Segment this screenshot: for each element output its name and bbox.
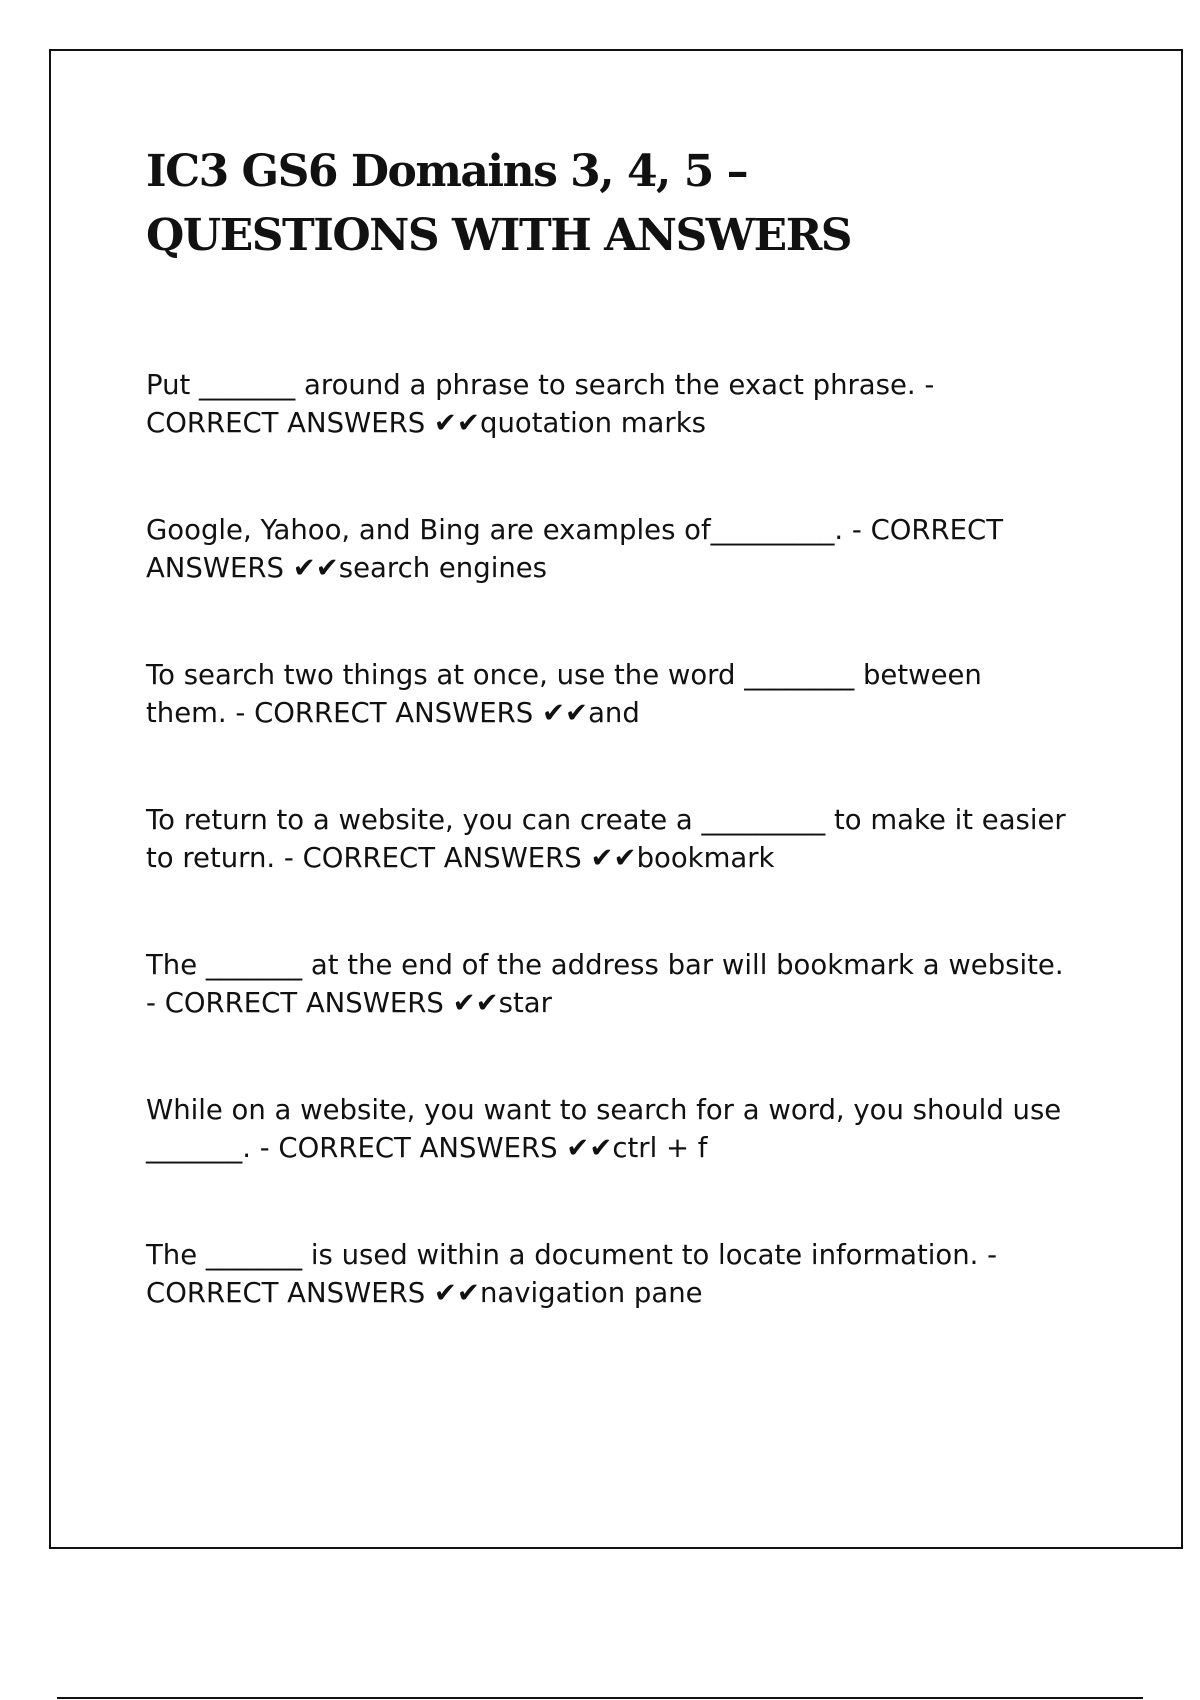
answer-text: navigation pane bbox=[479, 1277, 703, 1309]
answer-label: CORRECT ANSWERS ✔✔ bbox=[146, 407, 480, 439]
answer-label: CORRECT ANSWERS ✔✔ bbox=[164, 987, 499, 1019]
qa-list bbox=[146, 366, 1066, 1381]
answer-text: star bbox=[498, 987, 552, 1019]
answer-label: CORRECT ANSWERS ✔✔ bbox=[278, 1132, 613, 1164]
question-text: The _______ at the end of the address bar will bookmark a website. - bbox=[146, 949, 1064, 1019]
answer-text: and bbox=[588, 697, 640, 729]
qa-item bbox=[146, 1091, 1066, 1167]
qa-item bbox=[146, 366, 1066, 442]
qa-item bbox=[146, 801, 1066, 877]
question-text: To return to a website, you can create a _________ to make it easier to return. - bbox=[146, 804, 1066, 874]
question-text: While on a website, you want to search for a word, you should use _______. - bbox=[146, 1094, 1062, 1164]
qa-item bbox=[146, 946, 1066, 1022]
qa-item bbox=[146, 511, 1066, 587]
question-text: Google, Yahoo, and Bing are examples of_________. - bbox=[146, 514, 862, 546]
qa-item bbox=[146, 1236, 1066, 1312]
answer-text: quotation marks bbox=[479, 407, 706, 439]
bottom-rule bbox=[57, 1697, 1143, 1699]
question-text: Put _______ around a phrase to search the exact phrase. - bbox=[146, 369, 935, 401]
document-title: IC3 GS6 Domains 3, 4, 5 – QUESTIONS WITH ANSWERS bbox=[146, 146, 852, 261]
qa-item bbox=[146, 656, 1066, 732]
answer-label: CORRECT ANSWERS ✔✔ bbox=[146, 1277, 480, 1309]
question-text: To search two things at once, use the word ________ between them. - bbox=[146, 659, 982, 729]
question-text: The _______ is used within a document to locate information. - bbox=[146, 1239, 998, 1271]
answer-text: search engines bbox=[338, 552, 548, 584]
answer-label: CORRECT ANSWERS ✔✔ bbox=[302, 842, 637, 874]
answer-text: bookmark bbox=[636, 842, 775, 874]
answer-text: ctrl + f bbox=[612, 1132, 708, 1164]
answer-label: CORRECT ANSWERS ✔✔ bbox=[254, 697, 589, 729]
answer-label: CORRECT ANSWERS ✔✔ bbox=[146, 514, 1004, 584]
